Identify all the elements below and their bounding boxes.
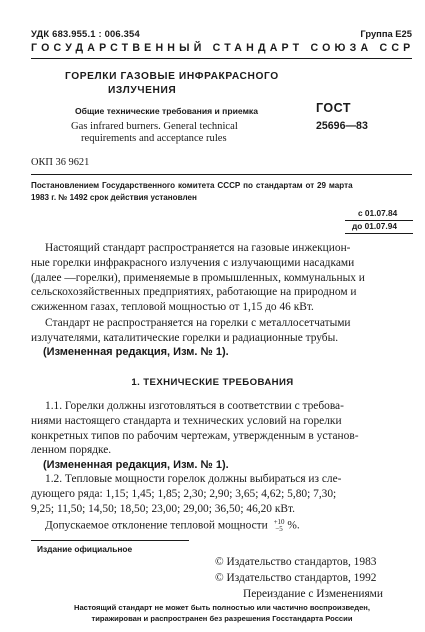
standard-banner: ГОСУДАРСТВЕННЫЙ СТАНДАРТ СОЮЗА ССР	[31, 42, 415, 54]
title-ru-line-2: ИЗЛУЧЕНИЯ	[108, 85, 177, 96]
intro-p1-line: (далее —горелки), применяемые в промышленных, коммунальных и	[31, 271, 365, 284]
intro-p2-line: Стандарт не распространяется на горелки с металлосетчатыми	[45, 317, 351, 329]
okp-rule	[31, 174, 412, 175]
tolerance-lower: −5	[275, 525, 283, 533]
tolerance-line	[45, 519, 300, 533]
reproduction-notice-line-2: тиражирован и распространен без разрешения Госстандарта России	[91, 614, 353, 623]
decree-line-2: 1983 г. № 1492 срок действия установлен	[31, 193, 197, 202]
udk-code: УДК 683.955.1 : 006.354	[31, 28, 140, 39]
intro-p1-line: ные горелки инфракрасного излучения с излучающими насадками	[31, 256, 355, 269]
intro-p1-line: Настоящий стандарт распространяется на газовые инжекцион-	[45, 242, 351, 254]
section-1-heading: 1. ТЕХНИЧЕСКИЕ ТРЕБОВАНИЯ	[131, 377, 294, 388]
clause-1-2-line: 1.2. Тепловые мощности горелок должны выбираться из сле-	[45, 473, 342, 485]
clause-1-1-revision-note: (Измененная редакция, Изм. № 1).	[43, 459, 229, 471]
gost-number: 25696—83	[316, 120, 368, 132]
clause-1-1-line: 1.1. Горелки должны изготовляться в соответствии с требова-	[45, 400, 344, 412]
clause-1-1-line: ленном порядке.	[31, 444, 112, 457]
title-en-line-2: requirements and acceptance rules	[81, 133, 227, 144]
okp-code: ОКП 36 9621	[31, 157, 90, 168]
intro-p1-line: сельскохозяйственных предприятиях, работающие на природном и	[31, 286, 357, 299]
tolerance-range	[274, 519, 285, 533]
copyright-1992: © Издательство стандартов, 1992	[215, 572, 377, 584]
clause-1-1-line: ниями настоящего стандарта и технических условий на горелки	[31, 414, 342, 427]
footer-rule	[31, 540, 189, 541]
intro-paragraph-1	[31, 241, 413, 315]
reproduction-notice-line-1: Настоящий стандарт не может быть полностью или частично воспроизведен,	[73, 603, 371, 612]
copyright-1983: © Издательство стандартов, 1983	[215, 556, 377, 568]
gost-label: ГОСТ	[316, 101, 351, 115]
clause-1-2-line: дующего ряда: 1,15; 1,45; 1,85; 2,30; 2,90; 3,65; 4,62; 5,80; 7,30;	[31, 487, 337, 500]
group-code: Группа Е25	[360, 28, 412, 39]
tolerance-unit: %.	[287, 519, 300, 532]
decree-line-1: Постановлением Государственного комитета СССР по стандартам от 29 марта	[31, 181, 353, 190]
validity-from: с 01.07.84	[358, 208, 398, 218]
clause-1-1-line: конкретных типов по рабочим чертежам, утвержденным в установ-	[31, 429, 359, 442]
title-ru-line-1: ГОРЕЛКИ ГАЗОВЫЕ ИНФРАКРАСНОГО	[65, 71, 279, 82]
official-edition: Издание официальное	[37, 544, 133, 554]
clause-1-2	[31, 472, 413, 516]
intro-p1-line: сжиженном газах, тепловой мощностью от 1,15 до 46 кВт.	[31, 301, 314, 314]
tolerance-text: Допускаемое отклонение тепловой мощности	[45, 519, 268, 532]
validity-to: до 01.07.94	[352, 221, 397, 231]
subtitle-ru: Общие технические требования и приемка	[75, 106, 259, 116]
title-en-line-1: Gas infrared burners. General technical	[71, 121, 238, 132]
intro-revision-note: (Измененная редакция, Изм. № 1).	[43, 346, 229, 358]
reprint-note: Переиздание с Изменениями	[243, 588, 383, 600]
validity-underline-2	[345, 233, 413, 234]
header-rule	[31, 58, 412, 59]
intro-p2-line: излучателями, каталитические горелки и радиационные трубы.	[31, 331, 339, 344]
tolerance-upper: +10	[273, 518, 285, 526]
clause-1-2-line: 9,25; 11,50; 14,50; 18,50; 23,00; 29,00; 36,50; 46,20 кВт.	[31, 502, 295, 515]
clause-1-1	[31, 399, 413, 458]
intro-paragraph-2	[31, 316, 413, 346]
